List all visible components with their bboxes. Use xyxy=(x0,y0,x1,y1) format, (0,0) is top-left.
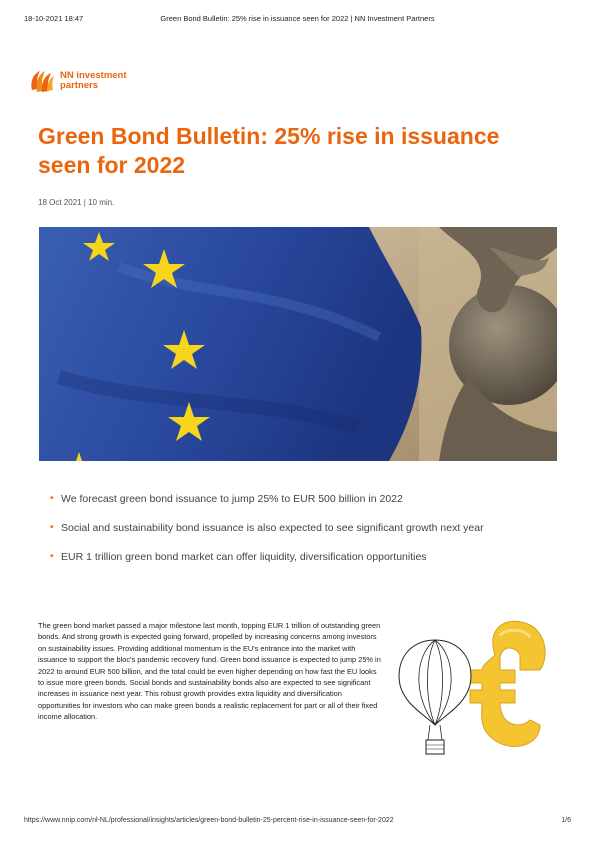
print-url: https://www.nnip.com/nl-NL/professional/insights/articles/green-bond-bulletin-25-percent-rise-in-issuance-seen-for-2022 xyxy=(24,817,394,824)
brand-line-1: NN investment xyxy=(60,70,127,81)
article-meta: 18 Oct 2021 | 10 min. xyxy=(38,198,115,207)
nn-logo[interactable] xyxy=(29,68,139,94)
bullet-dot-icon: • xyxy=(50,551,54,562)
key-point: • We forecast green bond issuance to jump 25% to EUR 500 billion in 2022 xyxy=(50,493,403,505)
hot-air-balloon-euro-icon xyxy=(390,615,550,760)
bullet-dot-icon: • xyxy=(50,522,54,533)
bullet-dot-icon: • xyxy=(50,493,54,504)
print-header xyxy=(24,14,571,24)
key-points-list xyxy=(50,492,560,579)
hero-photo-flag-statue xyxy=(39,227,557,461)
key-point: • EUR 1 trillion green bond market can offer liquidity, diversification opportunities xyxy=(50,551,427,563)
print-document-title: Green Bond Bulletin: 25% rise in issuance seen for 2022 | NN Investment Partners xyxy=(160,14,435,23)
article-intro-paragraph: The green bond market passed a major milestone last month, topping EUR 1 trillion of outstanding green bonds. And strong growth is expected going forward, propelled by increasing concerns among investors on sustainability issues. Providing additional momentum is the EU's entrance into the market with issuance to support the bloc's pandemic recovery fund. Green bond issuance is expected to jump 25% in 2022 to around EUR 500 billion, and the total could be even higher depending on how fast the EU looks to issue more green bonds. Social bonds and sustainability bonds also are expected to see significant increases in issuance next year. This robust growth provides extra liquidity and diversification opportunities for investors who can make green bonds a realistic replacement for part or all of their fixed income allocation. xyxy=(38,621,381,722)
page-number: 1/6 xyxy=(561,817,571,824)
page-title: Green Bond Bulletin: 25% rise in issuance seen for 2022 xyxy=(38,123,500,178)
print-datetime: 18-10-2021 18:47 xyxy=(24,14,84,23)
balloon-euro-illustration xyxy=(390,615,550,760)
nn-logo-mark-icon xyxy=(29,68,55,94)
key-point: • Social and sustainability bond issuance is also expected to see significant growth next year xyxy=(50,522,484,534)
brand-line-2: partners xyxy=(60,80,99,91)
hero-image xyxy=(39,227,557,461)
